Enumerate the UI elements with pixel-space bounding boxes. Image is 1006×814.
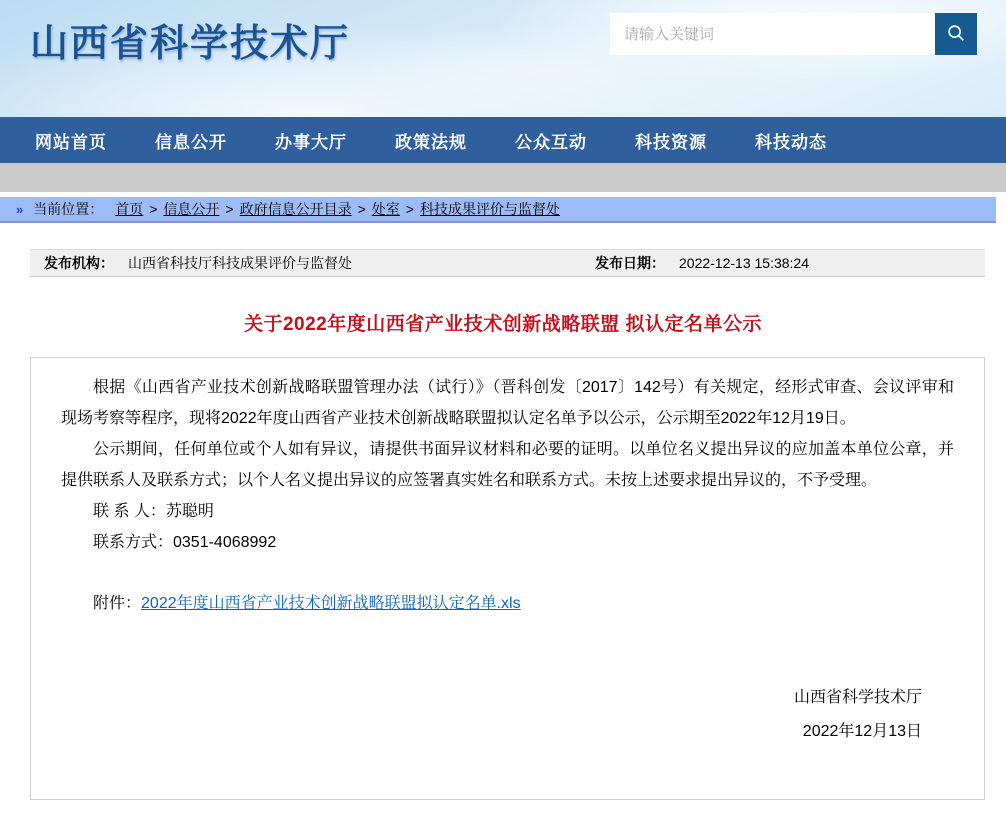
breadcrumb-link-info[interactable]: 信息公开 xyxy=(163,201,220,217)
search-button[interactable] xyxy=(935,13,977,55)
attachment-label: 附件： xyxy=(93,595,142,612)
search-input[interactable] xyxy=(610,13,935,55)
publisher-label: 发布机构： xyxy=(44,255,114,271)
article-paragraph-1: 根据《山西省产业技术创新战略联盟管理办法（试行）》（晋科创发〔2017〕142号）有关规定，经形式审查、会议评审和现场考察等程序，现将2022年度山西省产业技术创新战略联盟拟认定名单予以公示，公示期至2022年12月19日。 xyxy=(61,379,954,427)
signature-org: 山西省科学技术厅 xyxy=(793,689,922,706)
nav-item-info[interactable]: 信息公开 xyxy=(155,132,227,152)
breadcrumb-link-office[interactable]: 处室 xyxy=(371,201,400,217)
breadcrumb-arrow-icon: » xyxy=(16,201,24,217)
publish-date-group xyxy=(595,253,809,273)
nav-item-news[interactable]: 科技动态 xyxy=(755,132,827,152)
article-paragraph-2: 公示期间，任何单位或个人如有异议，请提供书面异议材料和必要的证明。以单位名义提出异议的应加盖本单位公章，并提供联系人及联系方式；以个人名义提出异议的应签署真实姓名和联系方式。未按上述要求提出异议的，不予受理。 xyxy=(61,441,954,489)
attachment-row xyxy=(61,588,954,619)
nav-item-resources[interactable]: 科技资源 xyxy=(635,132,707,152)
publisher-value: 山西省科技厅科技成果评价与监督处 xyxy=(128,255,352,271)
breadcrumb-separator: > xyxy=(405,201,414,217)
gray-strip xyxy=(0,163,1006,192)
article-title: 关于2022年度山西省产业技术创新战略联盟 拟认定名单公示 xyxy=(243,314,763,335)
breadcrumb xyxy=(0,197,996,223)
nav-item-services[interactable]: 办事大厅 xyxy=(275,132,347,152)
site-title: 山西省科学技术厅 xyxy=(30,23,351,65)
signature-date: 2022年12月13日 xyxy=(802,723,922,740)
main-nav xyxy=(0,117,1006,163)
publish-date-value: 2022-12-13 15:38:24 xyxy=(679,255,809,271)
signature-block xyxy=(61,681,954,749)
breadcrumb-link-home[interactable]: 首页 xyxy=(115,201,144,217)
breadcrumb-separator: > xyxy=(357,201,366,217)
nav-item-policy[interactable]: 政策法规 xyxy=(395,132,467,152)
publish-date-label: 发布日期： xyxy=(595,255,665,271)
article-content-box xyxy=(30,357,985,800)
nav-item-home[interactable]: 网站首页 xyxy=(35,132,107,152)
search-box xyxy=(610,13,977,55)
contact-name-line: 联 系 人：苏聪明 xyxy=(93,503,214,520)
breadcrumb-link-catalog[interactable]: 政府信息公开目录 xyxy=(239,201,352,217)
attachment-link[interactable]: 2022年度山西省产业技术创新战略联盟拟认定名单.xls xyxy=(141,595,521,612)
breadcrumb-separator: > xyxy=(225,201,234,217)
site-header xyxy=(0,0,1006,117)
breadcrumb-link-dept[interactable]: 科技成果评价与监督处 xyxy=(419,201,560,217)
meta-bar xyxy=(30,249,985,277)
contact-phone-line: 联系方式：0351-4068992 xyxy=(93,534,277,551)
breadcrumb-label: 当前位置： xyxy=(33,201,104,217)
nav-item-public[interactable]: 公众互动 xyxy=(515,132,587,152)
breadcrumb-separator: > xyxy=(149,201,158,217)
search-icon xyxy=(945,22,967,47)
